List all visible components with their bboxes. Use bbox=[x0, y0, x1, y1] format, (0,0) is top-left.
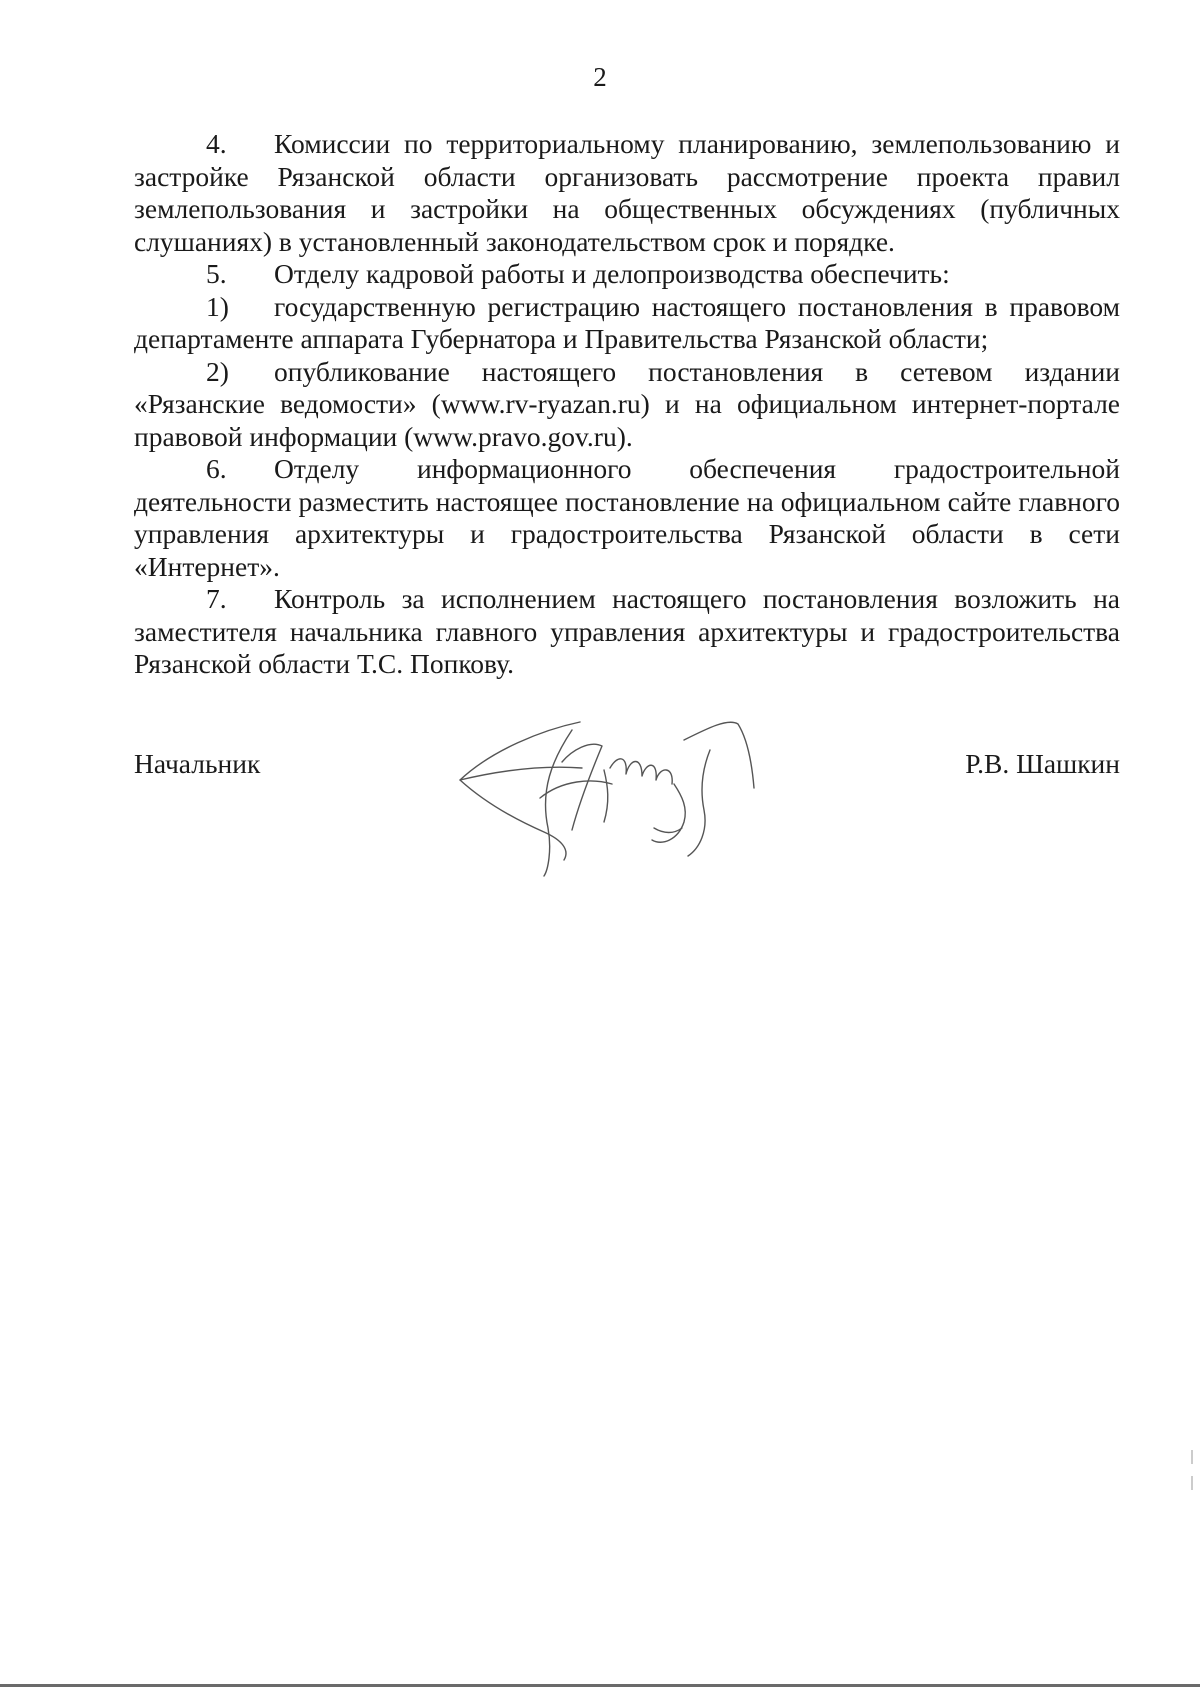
paragraph-number: 2) bbox=[206, 355, 229, 387]
paragraph-number: 4. bbox=[206, 128, 227, 159]
paragraph-number: 1) bbox=[206, 290, 229, 322]
paragraph-7 bbox=[134, 583, 1120, 681]
paragraph-5 bbox=[134, 258, 1120, 291]
paragraph-text: Комиссии по территориальному планированию, землепользованию и застройке Рязанской области организовать рассмотрение проекта правил землепользования и застройки на общественных обсуждениях (публичных слушаниях) в установленный законодательством срок и порядке. bbox=[134, 128, 1120, 257]
paragraph-4 bbox=[134, 128, 1120, 258]
document-body bbox=[134, 128, 1120, 681]
handwritten-signature-icon bbox=[452, 710, 814, 880]
paragraph-text: Отделу кадровой работы и делопроизводства обеспечить: bbox=[274, 258, 950, 289]
subitem-2 bbox=[134, 356, 1120, 454]
page-number: 2 bbox=[593, 62, 607, 92]
paragraph-number: 6. bbox=[206, 453, 227, 484]
paragraph-text: Контроль за исполнением настоящего постановления возложить на заместителя начальника главного управления архитектуры и градостроительства Рязанской области Т.С. Попкову. bbox=[134, 583, 1120, 679]
subitem-1 bbox=[134, 291, 1120, 356]
paragraph-text: опубликование настоящего постановления в сетевом издании «Рязанские ведомости» (www.rv-ryazan.ru) и на официальном интернет-портале правовой информации (www.pravo.gov.ru). bbox=[134, 355, 1120, 452]
signer-name: Р.В. Шашкин bbox=[965, 748, 1120, 779]
paragraph-6 bbox=[134, 453, 1120, 583]
signer-title: Начальник bbox=[134, 748, 261, 779]
paragraph-number: 5. bbox=[206, 258, 227, 289]
paragraph-text: государственную регистрацию настоящего постановления в правовом департаменте аппарата Губернатора и Правительства Рязанской области; bbox=[134, 290, 1120, 354]
scan-margin-marks bbox=[1190, 1450, 1194, 1510]
scan-bottom-edge bbox=[0, 1684, 1200, 1687]
paragraph-text: Отделу информационного обеспечения градостроительной деятельности разместить настоящее постановление на официальном сайте главного управления архитектуры и градостроительства Рязанской области в сети «Интернет». bbox=[134, 453, 1120, 582]
paragraph-number: 7. bbox=[206, 583, 227, 614]
